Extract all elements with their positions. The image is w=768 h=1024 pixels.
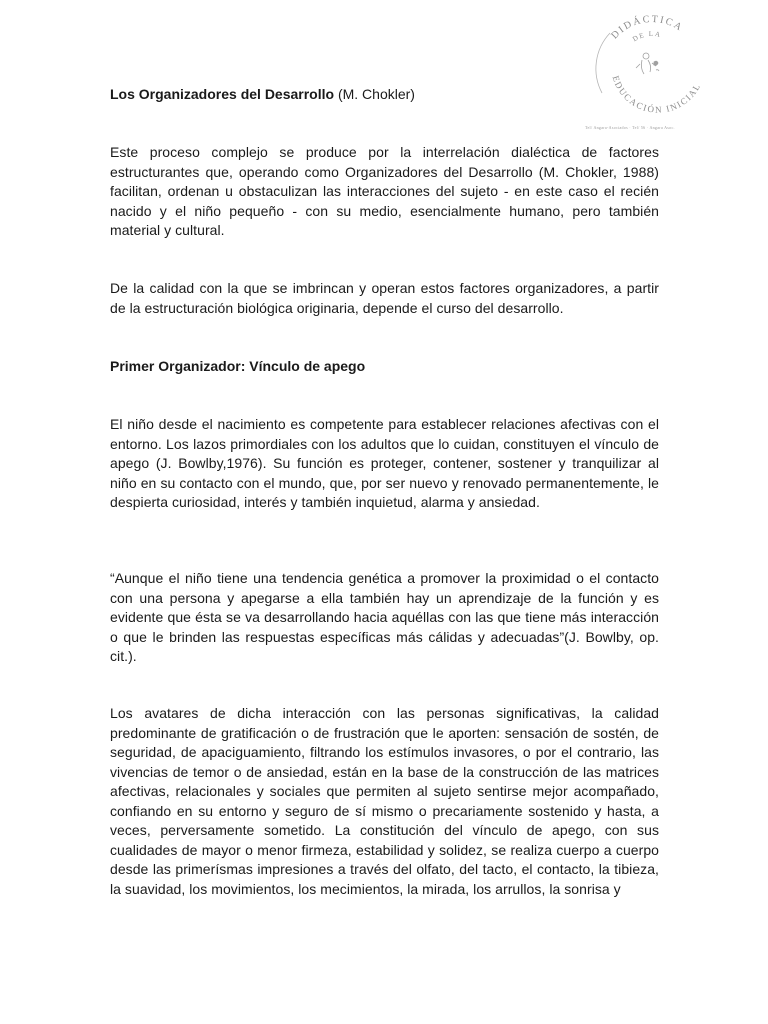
title-author: (M. Chokler) xyxy=(334,86,415,102)
paragraph-attachment: El niño desde el nacimiento es competente para establecer relaciones afectivas con el entorno. Los lazos primordiales con los adultos que lo cuidan, constituyen el vínculo de apego (J. Bowlby,1976). Su función es proteger, contener, sostener y tranquilizar al niño en su contacto con el mundo, que, por ser nuevo y renovado permanentemente, le despierta curiosidad, interés y también inquietud, alarma y ansiedad. xyxy=(110,416,659,510)
logo-child-illustration-icon xyxy=(636,53,659,74)
document-title xyxy=(110,85,415,104)
paragraph-quality: De la calidad con la que se imbrincan y operan estos factores organizadores, a partir de la estructuración biológica originaria, depende el curso del desarrollo. xyxy=(110,280,659,316)
logo-arc-bottom-text: EDUCACIÓN INICIAL xyxy=(610,74,703,115)
logo-arc-mid-text: DE LA xyxy=(631,29,663,44)
title-main: Los Organizadores del Desarrollo xyxy=(110,86,335,102)
institution-logo-seal xyxy=(582,8,722,128)
svg-text:EDUCACIÓN INICIAL xyxy=(611,74,703,114)
paragraph-quote: “Aunque el niño tiene una tendencia genética a promover la proximidad o el contacto con una persona y apegarse a ella también hay un aprendizaje de la función y es evidente que ésta se va desarrollando hacia aquéllas con las que tiene más interacción o que le brinden las respuestas específicas más cálidas y adecuadas”(J. Bowlby, op. cit.). xyxy=(110,570,659,664)
paragraph-interaction: Los avatares de dicha interacción con las personas significativas, la calidad predominante de gratificación o de frustración que le aporten: sensación de sostén, de seguridad, de apaciguamiento, filtrando los estímulos invasores, o por el contrario, las vivencias de temor o de ansiedad, están en la base de la construcción de las matrices afectivas, relacionales y sociales que permiten al sujeto sentirse mejor acompañado, confiando en su entorno y seguro de sí mismo o precariamente sostenido y hasta, a veces, perversamente sometido. La constitución del vínculo de apego, con sus cualidades de mayor o menor firmeza, estabilidad y solidez, se realiza cuerpo a cuerpo desde las primerísmas impresiones a través del olfato, del tacto, el contacto, la tibieza, la suavidad, los movimientos, los mecimientos, la mirada, los arrullos, la sonrisa y xyxy=(110,705,659,897)
svg-text:DE LA xyxy=(631,30,662,43)
section-heading: Primer Organizador: Vínculo de apego xyxy=(110,358,366,374)
logo-tagline: Tel/ Angara-Asociados · Tel/ 56 · Angara Asoc. xyxy=(585,125,675,130)
logo-arc-top-text: DIDÁCTICA xyxy=(609,13,686,42)
paragraph-intro: Este proceso complejo se produce por la interrelación dialéctica de factores estructurantes que, operando como Organizadores del Desarrollo (M. Chokler, 1988) facilitan, ordenan u obstaculizan las interacciones del sujeto - en este caso el recién nacido y el niño pequeño - con su medio, esencialmente humano, pero también material y cultural. xyxy=(110,144,659,238)
